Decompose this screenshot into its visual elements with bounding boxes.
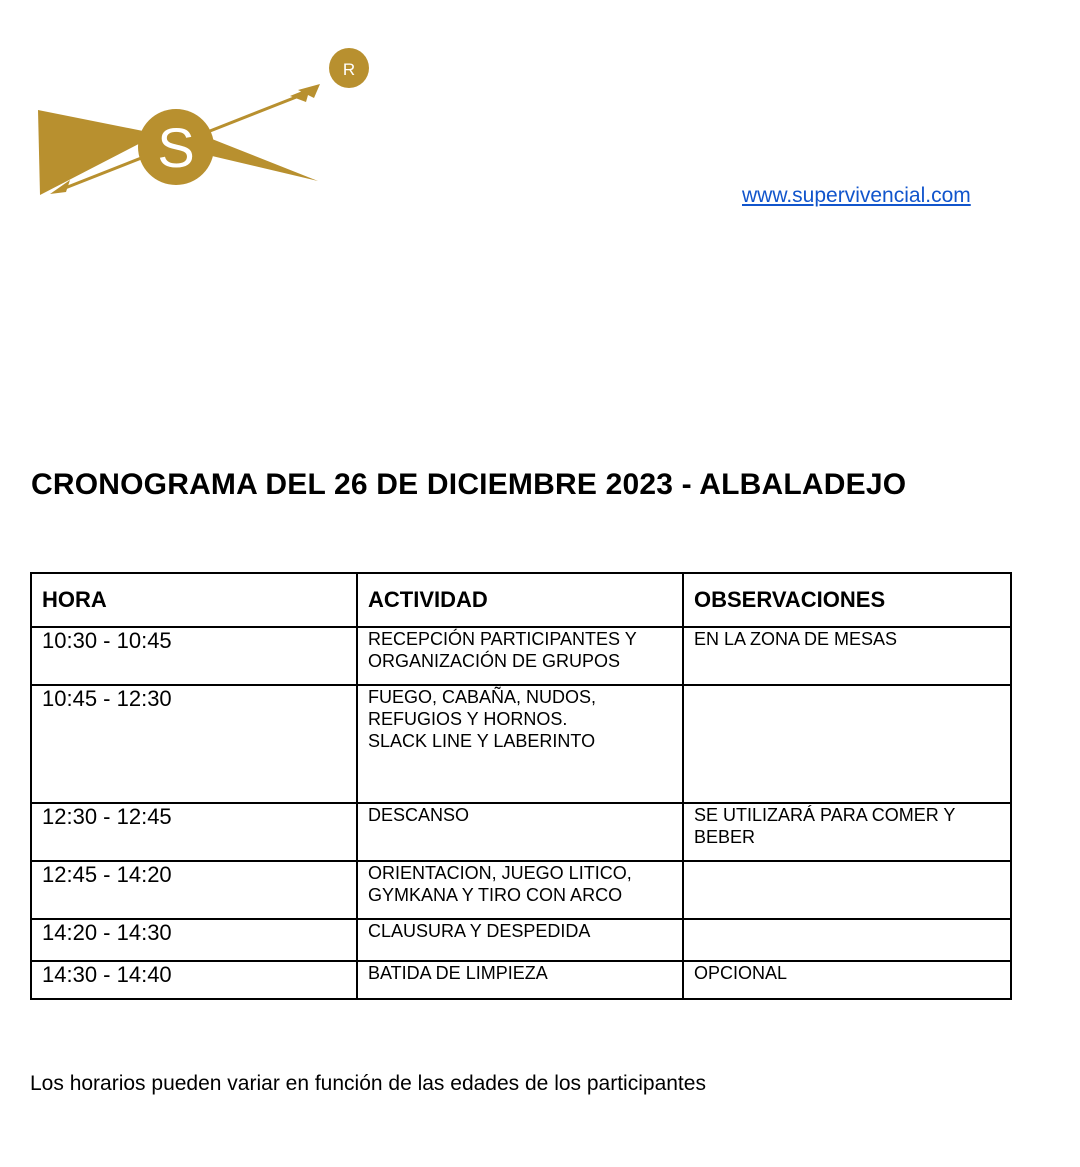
hora-cell: 10:45 - 12:30 [31,685,357,803]
actividad-cell: FUEGO, CABAÑA, NUDOS, REFUGIOS Y HORNOS. SLACK LINE Y LABERINTO [357,685,683,803]
observaciones-cell [683,861,1011,919]
table-row [31,685,1011,803]
supervivencial-logo [36,44,386,204]
page-title: CRONOGRAMA DEL 26 DE DICIEMBRE 2023 - ALBALADEJO [31,468,907,501]
observaciones-cell: SE UTILIZARÁ PARA COMER Y BEBER [683,803,1011,861]
table-row [31,803,1011,861]
observaciones-cell: EN LA ZONA DE MESAS [683,627,1011,685]
table-row [31,919,1011,961]
actividad-cell: RECEPCIÓN PARTICIPANTES Y ORGANIZACIÓN DE GRUPOS [357,627,683,685]
hora-cell: 14:20 - 14:30 [31,919,357,961]
table-row [31,961,1011,999]
header-actividad: ACTIVIDAD [357,573,683,627]
logo-letter: S [157,116,195,179]
actividad-cell: BATIDA DE LIMPIEZA [357,961,683,999]
footnote: Los horarios pueden variar en función de las edades de los participantes [30,1072,706,1095]
actividad-cell: ORIENTACION, JUEGO LITICO, GYMKANA Y TIRO CON ARCO [357,861,683,919]
observaciones-cell: OPCIONAL [683,961,1011,999]
table-header-row [31,573,1011,627]
observaciones-cell [683,919,1011,961]
header-hora: HORA [31,573,357,627]
website-link[interactable]: www.supervivencial.com [742,184,971,207]
hora-cell: 12:30 - 12:45 [31,803,357,861]
actividad-cell: CLAUSURA Y DESPEDIDA [357,919,683,961]
hora-cell: 10:30 - 10:45 [31,627,357,685]
table-row [31,627,1011,685]
compass-arrow-logo-icon [36,44,386,204]
registered-mark: R [342,60,356,79]
header-observaciones: OBSERVACIONES [683,573,1011,627]
table-row [31,861,1011,919]
actividad-cell: DESCANSO [357,803,683,861]
hora-cell: 14:30 - 14:40 [31,961,357,999]
schedule-table [30,572,1012,1000]
observaciones-cell [683,685,1011,803]
hora-cell: 12:45 - 14:20 [31,861,357,919]
